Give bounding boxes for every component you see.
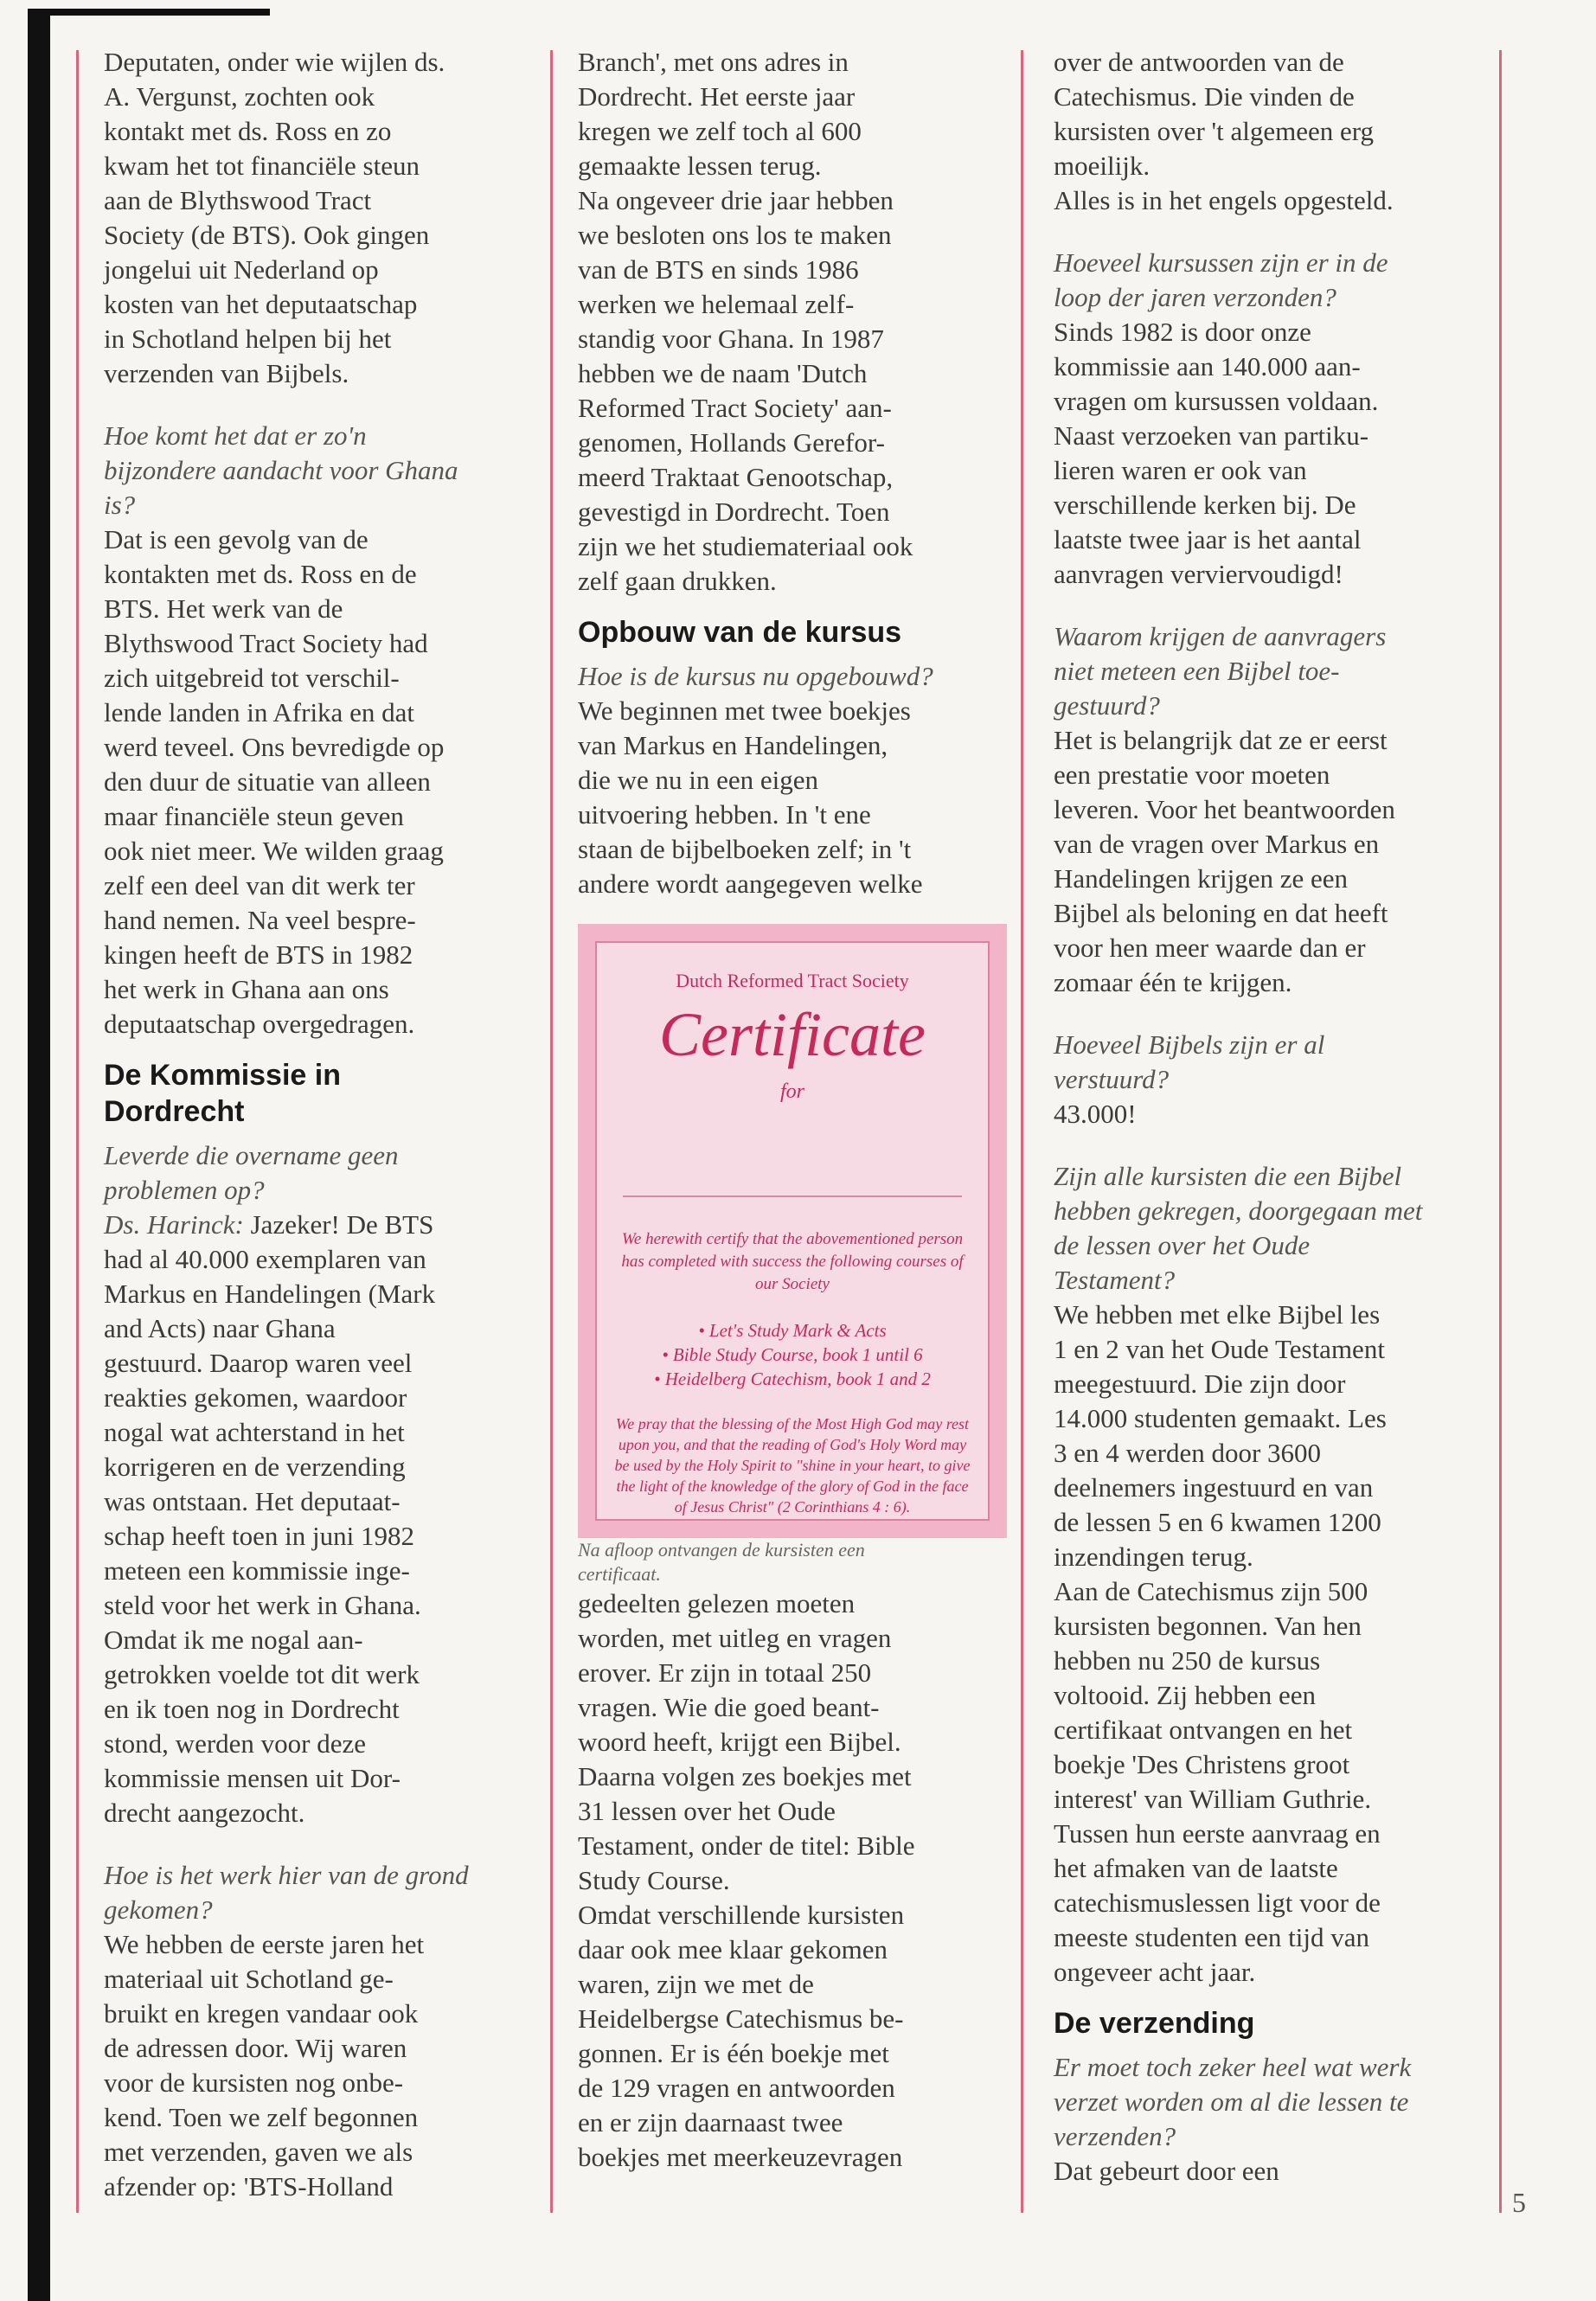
column-2 [578,45,1010,2175]
interview-question: Hoe is het werk hier van de grond gekomen? [104,1860,469,1925]
speaker-name: Ds. Harinck: [104,1209,244,1240]
interview-question: Er moet toch zeker heel wat werk verzet worden om al die lessen te verzenden? [1054,2052,1412,2151]
certificate-title: Certificate [659,1000,926,1069]
interview-question: Leverde die overname geen problemen op? [104,1140,399,1205]
column-3 [1054,45,1490,2189]
interview-question: Hoe is de kursus nu opgebouwd? [578,661,933,691]
certificate-prayer: We pray that the blessing of the Most High God may rest upon you, and that the reading of God's Holy Word may be used by the Holy Spirit to "shine in your heart, to give the light of the knowledge of the glory of God in the face of Jesus Christ" (2 Corinthians 4 : 6). [614,1415,971,1516]
paragraph: We hebben de eerste jaren het materiaal uit Schotland ge- bruikt en kregen vandaar ook de adressen door. Wij waren voor de kursisten nog onbe- kend. Toen we zelf begonnen met verzenden, gaven we als afzender op: 'BTS-Holland [104,1929,425,2202]
certificate-course: • Bible Study Course, book 1 until 6 [662,1344,923,1365]
page-number: 5 [1512,2187,1526,2218]
section-heading: De Kommissie in Dordrecht [104,1059,341,1128]
column-1 [104,45,536,2204]
section-heading: De verzending [1054,2007,1255,2040]
interview-question: Zijn alle kursisten die een Bijbel hebben gekregen, doorgegaan met de lessen over het Oude Testament? [1054,1161,1423,1295]
column-rule-third [1021,50,1023,2213]
certificate-organization: Dutch Reformed Tract Society [676,970,909,991]
certificate-image [578,924,1007,1538]
scan-edge-shadow [28,9,50,2301]
certificate-for: for [779,1080,804,1103]
paragraph: Dat is een gevolg van de kontakten met ds. Ross en de BTS. Het werk van de Blythswood Tract Society had zich uitgebreid tot verschil- lende landen in Afrika en dat werd teveel. Ons bevredigde op den duur de situatie van alleen maar financiële steun geven ook niet meer. We wilden graag zelf een deel van dit werk ter hand nemen. Na veel bespre- kingen heeft de BTS in 1982 het werk in Ghana aan ons deputaatschap overgedragen. [104,524,445,1039]
speaker-answer: Jazeker! De BTS had al 40.000 exemplaren van Markus en Handelingen (Mark and Acts) naar Ghana gestuurd. Daarop waren veel reakties gekomen, waardoor nogal wat achterstand in het korrigeren en de verzending was ontstaan. Het deputaat- schap heeft toen in juni 1982 meteen een kommissie inge- steld voor het werk in Ghana. Omdat ik me nogal aan- getrokken voelde tot dit werk en ik toen nog in Dordrecht stond, werden voor deze kommissie mensen uit Dor- drecht aangezocht. [104,1209,436,1828]
paragraph: over de antwoorden van de Catechismus. Die vinden de kursisten over 't algemeen erg moeilijk. Alles is in het engels opgesteld. [1054,47,1394,215]
paragraph: We hebben met elke Bijbel les 1 en 2 van het Oude Testament meegestuurd. Die zijn door 14.000 studenten gemaakt. Les 3 en 4 werden door 3600 deelnemers ingestuurd en van de lessen 5 en 6 kwamen 1200 inzendingen terug. Aan de Catechismus zijn 500 kursisten begonnen. Van hen hebben nu 250 de kursus voltooid. Zij hebben een certifikaat ontvangen en het boekje 'Des Christens groot interest' van William Guthrie. Tussen hun eerste aanvraag en het afmaken van de laatste catechismuslessen ligt voor de meeste studenten een tijd van ongeveer acht jaar. [1054,1299,1387,1987]
interview-question: Hoeveel Bijbels zijn er al verstuurd? [1054,1029,1325,1094]
paragraph: Branch', met ons adres in Dordrecht. Het eerste jaar kregen we zelf toch al 600 gemaakte lessen terug. Na ongeveer drie jaar hebben we besloten ons los te maken van de BTS en sinds 1986 werken we helemaal zelf- standig voor Ghana. In 1987 hebben we de naam 'Dutch Reformed Tract Society' aan- genomen, Hollands Gerefor- meerd Traktaat Genootschap, gevestigd in Dordrecht. Toen zijn we het studiemateriaal ook zelf gaan drukken. [578,47,913,596]
column-rule-middle [550,50,553,2213]
paragraph [104,1208,536,1830]
column-rule-left [76,50,79,2213]
paragraph: Dat gebeurt door een [1054,2156,1279,2186]
certificate-name-line [623,1195,962,1197]
paragraph: Deputaten, onder wie wijlen ds. A. Vergunst, zochten ook kontakt met ds. Ross en zo kwam het tot financiële steun aan de Blythswood Tract Society (de BTS). Ook gingen jongelui uit Nederland op kosten van het deputaatschap in Schotland helpen bij het verzenden van Bijbels. [104,47,445,388]
paragraph: Het is belangrijk dat ze er eerst een prestatie voor moeten leveren. Voor het beantwoorden van de vragen over Markus en Handelingen krijgen ze een Bijbel als beloning en dat heeft voor hen meer waarde dan er zomaar één te krijgen. [1054,725,1395,997]
certificate-course: • Let's Study Mark & Acts [698,1320,887,1341]
column-rule-right [1499,50,1502,2213]
certificate-course: • Heidelberg Catechism, book 1 and 2 [654,1368,931,1389]
certificate-text: We herewith certify that the abovementioned person has completed with success the following courses of our Society [621,1230,964,1293]
image-caption: Na afloop ontvangen de kursisten een certificaat. [578,1539,865,1585]
scan-edge-top [28,9,270,16]
interview-question: Waarom krijgen de aanvragers niet meteen een Bijbel toe- gestuurd? [1054,621,1387,721]
interview-question: Hoe komt het dat er zo'n bijzondere aandacht voor Ghana is? [104,420,458,520]
certificate-course-list [623,1318,962,1391]
section-heading: Opbouw van de kursus [578,616,902,649]
paragraph: We beginnen met twee boekjes van Markus en Handelingen, die we nu in een eigen uitvoering hebben. In 't ene staan de bijbelboeken zelf; in 't andere wordt aangegeven welke [578,695,923,899]
paragraph: gedeelten gelezen moeten worden, met uitleg en vragen erover. Er zijn in totaal 250 vragen. Wie die goed beant- woord heeft, krijgt een Bijbel. Daarna volgen zes boekjes met 31 lessen over het Oude Testament, onder de titel: Bible Study Course. Omdat verschillende kursisten daar ook mee klaar gekomen waren, zijn we met de Heidelbergse Catechismus be- gonnen. Er is één boekje met de 129 vragen en antwoorden en er zijn daarnaast twee boekjes met meerkeuzevragen [578,1588,915,2172]
certificate-card [595,941,990,1521]
interview-question: Hoeveel kursussen zijn er in de loop der jaren verzonden? [1054,247,1388,312]
paragraph: Sinds 1982 is door onze kommissie aan 140.000 aan- vragen om kursussen voldaan. Naast verzoeken van partiku- lieren waren er ook van verschillende kerken bij. De laatste twee jaar is het aantal aanvragen verviervoudigd! [1054,317,1379,589]
paragraph: 43.000! [1054,1099,1137,1129]
